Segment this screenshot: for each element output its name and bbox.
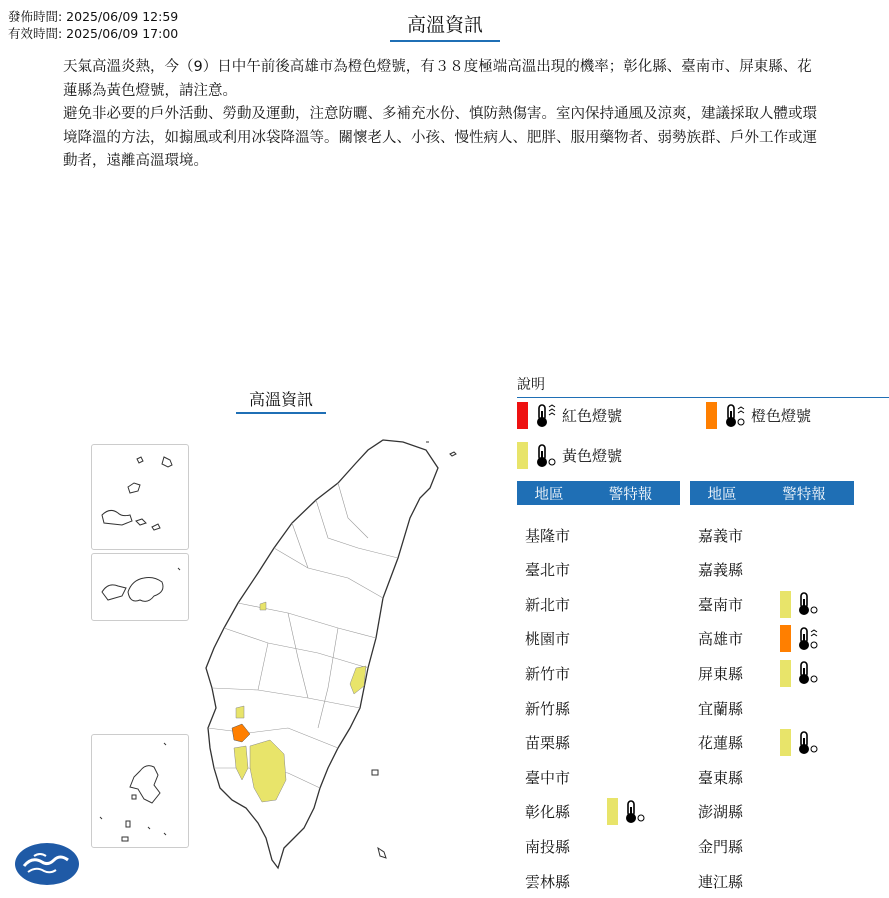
description-line-1: 天氣高溫炎熱，今（9）日中午前後高雄市為橙色燈號，有３８度極端高溫出現的機率；彰化縣、臺南市、屏東縣、花蓮縣為黃色燈號，請注意。 — [63, 59, 812, 99]
region-name: 新竹縣 — [525, 699, 571, 718]
thermometer-icon — [796, 591, 820, 617]
region-name: 宜蘭縣 — [698, 699, 744, 718]
region-row — [517, 726, 607, 760]
col-warning-header: 警特報 — [782, 486, 826, 503]
taiwan-map — [88, 428, 468, 888]
legend-red — [517, 402, 622, 429]
region-name: 嘉義市 — [698, 526, 744, 545]
legend-title: 說明 — [517, 374, 889, 398]
region-name: 桃園市 — [525, 630, 571, 649]
cwa-logo-icon — [14, 842, 80, 886]
region-name: 嘉義縣 — [698, 561, 744, 580]
region-name: 臺南市 — [698, 595, 744, 614]
issue-time: 發佈時間: 2025/06/09 12:59 — [8, 9, 179, 24]
region-row — [517, 587, 607, 621]
region-name: 臺東縣 — [698, 768, 744, 787]
yellow-swatch — [607, 798, 618, 825]
region-name: 苗栗縣 — [525, 734, 571, 753]
region-name: 澎湖縣 — [698, 803, 744, 822]
region-row — [690, 760, 780, 794]
region-row — [690, 864, 780, 898]
legend-red-label: 紅色燈號 — [562, 407, 623, 425]
region-name: 連江縣 — [698, 872, 744, 891]
warning-indicator — [780, 591, 824, 618]
kinmen-inset — [91, 553, 189, 621]
warning-indicator — [780, 660, 824, 687]
penghu-inset — [91, 734, 189, 848]
region-name: 花蓮縣 — [698, 734, 744, 753]
thermometer-icon — [796, 660, 820, 686]
yellow-swatch — [780, 591, 791, 618]
warning-indicator — [607, 798, 651, 825]
region-name: 彰化縣 — [525, 803, 571, 822]
description — [63, 56, 823, 174]
issue-meta — [8, 8, 178, 42]
map-yellow-region — [236, 706, 244, 718]
matsu-inset — [91, 444, 189, 550]
yellow-swatch — [517, 442, 528, 469]
col-region-header: 地區 — [534, 486, 564, 503]
legend-yellow-label: 黃色燈號 — [562, 447, 623, 465]
legend-orange-label: 橙色燈號 — [751, 407, 812, 425]
region-name: 金門縣 — [698, 837, 744, 856]
col-region-header: 地區 — [707, 486, 737, 503]
yellow-swatch — [780, 660, 791, 687]
region-name: 雲林縣 — [525, 872, 571, 891]
region-name: 新北市 — [525, 595, 571, 614]
yellow-swatch — [780, 729, 791, 756]
legend-orange — [706, 402, 811, 429]
orange-swatch — [780, 625, 791, 652]
region-row — [517, 829, 607, 863]
region-row — [690, 726, 824, 760]
thermometer-icon — [796, 626, 820, 652]
red-swatch — [517, 402, 528, 429]
region-row — [517, 795, 651, 829]
region-name: 南投縣 — [525, 837, 571, 856]
region-name: 臺北市 — [525, 561, 571, 580]
region-row — [517, 656, 607, 690]
legend-yellow — [517, 442, 622, 469]
region-row — [690, 691, 780, 725]
region-row — [517, 691, 607, 725]
valid-time: 有效時間: 2025/06/09 17:00 — [8, 26, 179, 41]
region-row — [690, 795, 780, 829]
region-row — [690, 587, 824, 621]
taiwan-main-island — [188, 428, 468, 888]
page-title: 高溫資訊 — [390, 10, 500, 42]
region-name: 臺中市 — [525, 768, 571, 787]
table-header-right — [690, 481, 854, 505]
orange-swatch — [706, 402, 717, 429]
region-name: 新竹市 — [525, 664, 571, 683]
region-row — [517, 864, 607, 898]
region-row — [517, 518, 607, 552]
map-title: 高溫資訊 — [236, 387, 326, 414]
thermometer-icon — [534, 443, 558, 469]
region-row — [690, 553, 780, 587]
table-header-left — [517, 481, 680, 505]
warning-indicator — [780, 625, 824, 652]
region-row — [690, 656, 824, 690]
thermometer-icon — [534, 403, 558, 429]
region-row — [517, 622, 607, 656]
col-warning-header: 警特報 — [608, 486, 653, 503]
thermometer-icon — [723, 403, 747, 429]
region-row — [690, 829, 780, 863]
region-row — [690, 518, 780, 552]
thermometer-icon — [623, 799, 647, 825]
warning-indicator — [780, 729, 824, 756]
region-row — [690, 622, 824, 656]
region-row — [517, 760, 607, 794]
region-name: 屏東縣 — [698, 664, 744, 683]
region-row — [517, 553, 607, 587]
thermometer-icon — [796, 730, 820, 756]
region-name: 基隆市 — [525, 526, 571, 545]
region-name: 高雄市 — [698, 630, 744, 649]
description-line-2: 避免非必要的戶外活動、勞動及運動，注意防曬、多補充水份、慎防熱傷害。室內保持通風及涼爽，建議採取人體或環境降溫的方法，如搧風或利用冰袋降溫等。關懷老人、小孩、慢性病人、肥胖、服用藥物者、弱勢族群、戶外工作或運動者，遠離高溫環境。 — [63, 106, 817, 169]
